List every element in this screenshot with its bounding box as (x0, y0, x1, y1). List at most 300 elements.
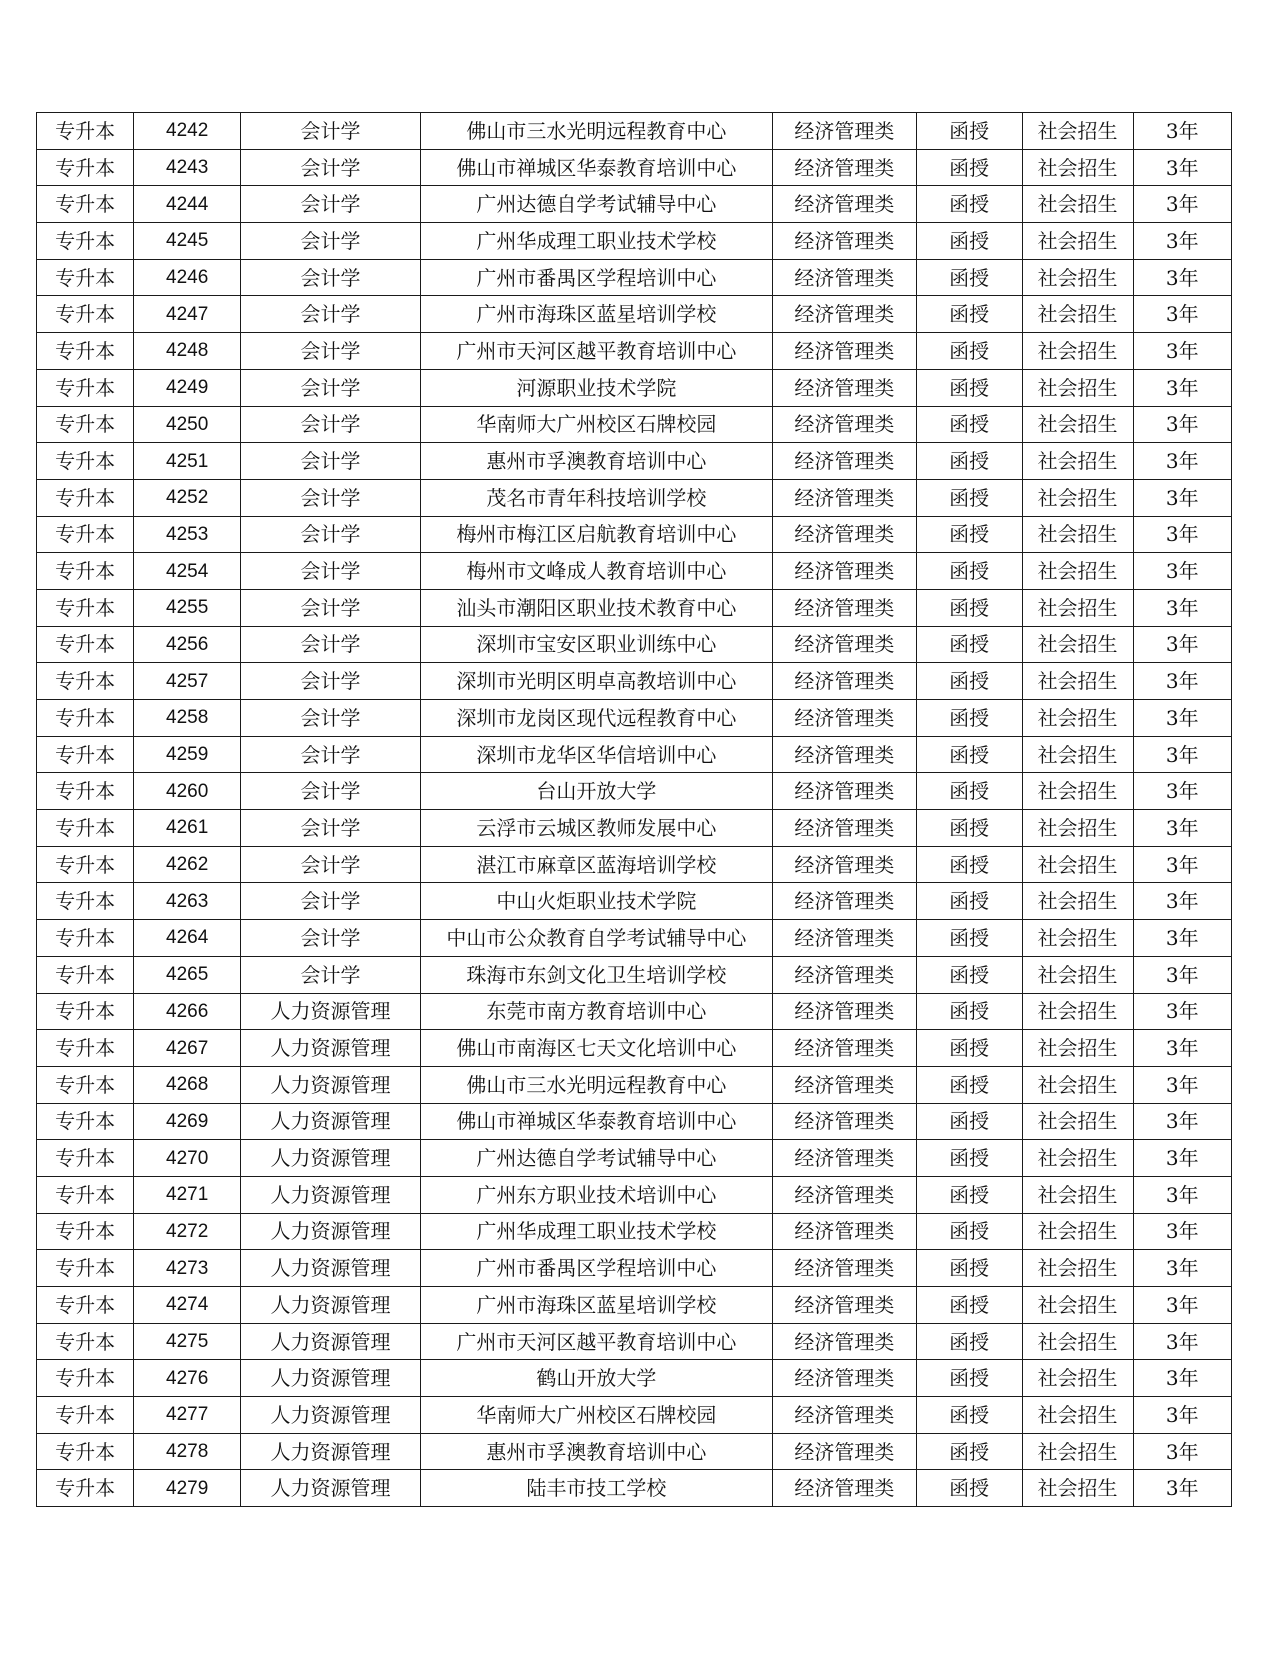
table-row (37, 149, 1232, 186)
table-row (37, 883, 1232, 920)
school-cell: 惠州市孚澳教育培训中心 (420, 443, 772, 480)
major-cell: 会计学 (241, 186, 421, 223)
table-row (37, 773, 1232, 810)
duration-cell: 3年 (1133, 773, 1231, 810)
category-cell: 经济管理类 (772, 369, 916, 406)
duration-cell: 3年 (1133, 1433, 1231, 1470)
table-row (37, 810, 1232, 847)
duration-cell: 3年 (1133, 1470, 1231, 1507)
school-cell: 惠州市孚澳教育培训中心 (420, 1433, 772, 1470)
major-cell: 会计学 (241, 516, 421, 553)
study-mode-cell: 函授 (916, 186, 1022, 223)
study-mode-cell: 函授 (916, 663, 1022, 700)
major-cell: 会计学 (241, 553, 421, 590)
category-cell: 经济管理类 (772, 920, 916, 957)
enrollment-type-cell: 社会招生 (1022, 773, 1133, 810)
code-cell: 4261 (134, 810, 241, 847)
document-page (36, 112, 1232, 1507)
enrollment-type-cell: 社会招生 (1022, 1103, 1133, 1140)
enrollment-type-cell: 社会招生 (1022, 479, 1133, 516)
level-cell: 专升本 (37, 1250, 134, 1287)
table-row (37, 1397, 1232, 1434)
code-cell: 4276 (134, 1360, 241, 1397)
category-cell: 经济管理类 (772, 1066, 916, 1103)
category-cell: 经济管理类 (772, 993, 916, 1030)
table-row (37, 589, 1232, 626)
category-cell: 经济管理类 (772, 1397, 916, 1434)
level-cell: 专升本 (37, 589, 134, 626)
duration-cell: 3年 (1133, 626, 1231, 663)
school-cell: 广州市天河区越平教育培训中心 (420, 1323, 772, 1360)
level-cell: 专升本 (37, 956, 134, 993)
table-row (37, 736, 1232, 773)
enrollment-type-cell: 社会招生 (1022, 700, 1133, 737)
category-cell: 经济管理类 (772, 846, 916, 883)
enrollment-table (36, 112, 1232, 1507)
level-cell: 专升本 (37, 1066, 134, 1103)
duration-cell: 3年 (1133, 1103, 1231, 1140)
code-cell: 4262 (134, 846, 241, 883)
code-cell: 4251 (134, 443, 241, 480)
level-cell: 专升本 (37, 626, 134, 663)
level-cell: 专升本 (37, 1433, 134, 1470)
category-cell: 经济管理类 (772, 1323, 916, 1360)
table-row (37, 1433, 1232, 1470)
category-cell: 经济管理类 (772, 223, 916, 260)
category-cell: 经济管理类 (772, 1030, 916, 1067)
duration-cell: 3年 (1133, 1213, 1231, 1250)
code-cell: 4242 (134, 113, 241, 150)
table-row (37, 516, 1232, 553)
school-cell: 广州市天河区越平教育培训中心 (420, 333, 772, 370)
code-cell: 4266 (134, 993, 241, 1030)
category-cell: 经济管理类 (772, 1176, 916, 1213)
study-mode-cell: 函授 (916, 296, 1022, 333)
school-cell: 华南师大广州校区石牌校园 (420, 406, 772, 443)
school-cell: 梅州市梅江区启航教育培训中心 (420, 516, 772, 553)
table-row (37, 1140, 1232, 1177)
study-mode-cell: 函授 (916, 993, 1022, 1030)
level-cell: 专升本 (37, 479, 134, 516)
school-cell: 云浮市云城区教师发展中心 (420, 810, 772, 847)
level-cell: 专升本 (37, 1287, 134, 1324)
major-cell: 会计学 (241, 956, 421, 993)
study-mode-cell: 函授 (916, 443, 1022, 480)
table-row (37, 1470, 1232, 1507)
level-cell: 专升本 (37, 993, 134, 1030)
major-cell: 会计学 (241, 846, 421, 883)
major-cell: 人力资源管理 (241, 1030, 421, 1067)
school-cell: 珠海市东剑文化卫生培训学校 (420, 956, 772, 993)
enrollment-type-cell: 社会招生 (1022, 1140, 1133, 1177)
school-cell: 深圳市宝安区职业训练中心 (420, 626, 772, 663)
duration-cell: 3年 (1133, 883, 1231, 920)
enrollment-type-cell: 社会招生 (1022, 186, 1133, 223)
level-cell: 专升本 (37, 113, 134, 150)
major-cell: 会计学 (241, 736, 421, 773)
duration-cell: 3年 (1133, 443, 1231, 480)
duration-cell: 3年 (1133, 333, 1231, 370)
category-cell: 经济管理类 (772, 333, 916, 370)
enrollment-type-cell: 社会招生 (1022, 626, 1133, 663)
code-cell: 4243 (134, 149, 241, 186)
duration-cell: 3年 (1133, 553, 1231, 590)
enrollment-type-cell: 社会招生 (1022, 1030, 1133, 1067)
category-cell: 经济管理类 (772, 700, 916, 737)
school-cell: 茂名市青年科技培训学校 (420, 479, 772, 516)
level-cell: 专升本 (37, 406, 134, 443)
duration-cell: 3年 (1133, 1030, 1231, 1067)
table-row (37, 113, 1232, 150)
study-mode-cell: 函授 (916, 1397, 1022, 1434)
code-cell: 4254 (134, 553, 241, 590)
code-cell: 4253 (134, 516, 241, 553)
study-mode-cell: 函授 (916, 883, 1022, 920)
table-row (37, 1066, 1232, 1103)
code-cell: 4263 (134, 883, 241, 920)
table-row (37, 1250, 1232, 1287)
duration-cell: 3年 (1133, 186, 1231, 223)
duration-cell: 3年 (1133, 1066, 1231, 1103)
level-cell: 专升本 (37, 1176, 134, 1213)
level-cell: 专升本 (37, 443, 134, 480)
major-cell: 人力资源管理 (241, 1397, 421, 1434)
school-cell: 佛山市禅城区华泰教育培训中心 (420, 1103, 772, 1140)
duration-cell: 3年 (1133, 663, 1231, 700)
table-row (37, 1360, 1232, 1397)
study-mode-cell: 函授 (916, 113, 1022, 150)
school-cell: 广州市海珠区蓝星培训学校 (420, 296, 772, 333)
category-cell: 经济管理类 (772, 736, 916, 773)
code-cell: 4244 (134, 186, 241, 223)
duration-cell: 3年 (1133, 516, 1231, 553)
major-cell: 会计学 (241, 700, 421, 737)
category-cell: 经济管理类 (772, 186, 916, 223)
study-mode-cell: 函授 (916, 773, 1022, 810)
major-cell: 会计学 (241, 259, 421, 296)
code-cell: 4277 (134, 1397, 241, 1434)
enrollment-type-cell: 社会招生 (1022, 553, 1133, 590)
school-cell: 深圳市光明区明卓高教培训中心 (420, 663, 772, 700)
category-cell: 经济管理类 (772, 810, 916, 847)
enrollment-type-cell: 社会招生 (1022, 113, 1133, 150)
level-cell: 专升本 (37, 516, 134, 553)
school-cell: 广州华成理工职业技术学校 (420, 223, 772, 260)
table-row (37, 920, 1232, 957)
category-cell: 经济管理类 (772, 1360, 916, 1397)
code-cell: 4257 (134, 663, 241, 700)
code-cell: 4255 (134, 589, 241, 626)
level-cell: 专升本 (37, 223, 134, 260)
enrollment-type-cell: 社会招生 (1022, 993, 1133, 1030)
school-cell: 广州达德自学考试辅导中心 (420, 186, 772, 223)
code-cell: 4272 (134, 1213, 241, 1250)
category-cell: 经济管理类 (772, 956, 916, 993)
enrollment-type-cell: 社会招生 (1022, 1360, 1133, 1397)
category-cell: 经济管理类 (772, 259, 916, 296)
level-cell: 专升本 (37, 1397, 134, 1434)
major-cell: 会计学 (241, 333, 421, 370)
duration-cell: 3年 (1133, 1287, 1231, 1324)
enrollment-type-cell: 社会招生 (1022, 589, 1133, 626)
study-mode-cell: 函授 (916, 626, 1022, 663)
duration-cell: 3年 (1133, 113, 1231, 150)
table-row (37, 333, 1232, 370)
study-mode-cell: 函授 (916, 1103, 1022, 1140)
table-row (37, 1103, 1232, 1140)
category-cell: 经济管理类 (772, 883, 916, 920)
category-cell: 经济管理类 (772, 113, 916, 150)
major-cell: 会计学 (241, 626, 421, 663)
study-mode-cell: 函授 (916, 846, 1022, 883)
level-cell: 专升本 (37, 333, 134, 370)
category-cell: 经济管理类 (772, 1213, 916, 1250)
study-mode-cell: 函授 (916, 736, 1022, 773)
study-mode-cell: 函授 (916, 553, 1022, 590)
major-cell: 人力资源管理 (241, 1323, 421, 1360)
study-mode-cell: 函授 (916, 333, 1022, 370)
duration-cell: 3年 (1133, 589, 1231, 626)
code-cell: 4279 (134, 1470, 241, 1507)
study-mode-cell: 函授 (916, 1250, 1022, 1287)
school-cell: 广州达德自学考试辅导中心 (420, 1140, 772, 1177)
level-cell: 专升本 (37, 1213, 134, 1250)
school-cell: 广州市番禺区学程培训中心 (420, 1250, 772, 1287)
code-cell: 4278 (134, 1433, 241, 1470)
enrollment-type-cell: 社会招生 (1022, 1066, 1133, 1103)
major-cell: 会计学 (241, 773, 421, 810)
duration-cell: 3年 (1133, 1250, 1231, 1287)
school-cell: 广州东方职业技术培训中心 (420, 1176, 772, 1213)
table-row (37, 259, 1232, 296)
table-row (37, 626, 1232, 663)
school-cell: 陆丰市技工学校 (420, 1470, 772, 1507)
level-cell: 专升本 (37, 1360, 134, 1397)
table-row (37, 846, 1232, 883)
school-cell: 佛山市三水光明远程教育中心 (420, 1066, 772, 1103)
table-row (37, 1030, 1232, 1067)
level-cell: 专升本 (37, 1103, 134, 1140)
enrollment-type-cell: 社会招生 (1022, 369, 1133, 406)
enrollment-type-cell: 社会招生 (1022, 920, 1133, 957)
enrollment-type-cell: 社会招生 (1022, 259, 1133, 296)
enrollment-type-cell: 社会招生 (1022, 223, 1133, 260)
duration-cell: 3年 (1133, 846, 1231, 883)
study-mode-cell: 函授 (916, 1470, 1022, 1507)
table-row (37, 956, 1232, 993)
major-cell: 人力资源管理 (241, 993, 421, 1030)
study-mode-cell: 函授 (916, 1066, 1022, 1103)
code-cell: 4245 (134, 223, 241, 260)
level-cell: 专升本 (37, 883, 134, 920)
table-row (37, 479, 1232, 516)
code-cell: 4249 (134, 369, 241, 406)
category-cell: 经济管理类 (772, 149, 916, 186)
major-cell: 会计学 (241, 113, 421, 150)
code-cell: 4264 (134, 920, 241, 957)
duration-cell: 3年 (1133, 810, 1231, 847)
code-cell: 4252 (134, 479, 241, 516)
study-mode-cell: 函授 (916, 223, 1022, 260)
category-cell: 经济管理类 (772, 479, 916, 516)
study-mode-cell: 函授 (916, 149, 1022, 186)
duration-cell: 3年 (1133, 369, 1231, 406)
major-cell: 会计学 (241, 443, 421, 480)
enrollment-type-cell: 社会招生 (1022, 333, 1133, 370)
duration-cell: 3年 (1133, 993, 1231, 1030)
level-cell: 专升本 (37, 920, 134, 957)
school-cell: 佛山市禅城区华泰教育培训中心 (420, 149, 772, 186)
study-mode-cell: 函授 (916, 1176, 1022, 1213)
level-cell: 专升本 (37, 663, 134, 700)
enrollment-type-cell: 社会招生 (1022, 1323, 1133, 1360)
level-cell: 专升本 (37, 369, 134, 406)
major-cell: 人力资源管理 (241, 1433, 421, 1470)
school-cell: 梅州市文峰成人教育培训中心 (420, 553, 772, 590)
study-mode-cell: 函授 (916, 1213, 1022, 1250)
enrollment-type-cell: 社会招生 (1022, 149, 1133, 186)
study-mode-cell: 函授 (916, 1030, 1022, 1067)
category-cell: 经济管理类 (772, 1470, 916, 1507)
code-cell: 4269 (134, 1103, 241, 1140)
code-cell: 4273 (134, 1250, 241, 1287)
code-cell: 4271 (134, 1176, 241, 1213)
enrollment-type-cell: 社会招生 (1022, 406, 1133, 443)
study-mode-cell: 函授 (916, 516, 1022, 553)
table-row (37, 1213, 1232, 1250)
major-cell: 人力资源管理 (241, 1470, 421, 1507)
school-cell: 深圳市龙华区华信培训中心 (420, 736, 772, 773)
duration-cell: 3年 (1133, 406, 1231, 443)
duration-cell: 3年 (1133, 1323, 1231, 1360)
study-mode-cell: 函授 (916, 810, 1022, 847)
school-cell: 广州市番禺区学程培训中心 (420, 259, 772, 296)
table-row (37, 186, 1232, 223)
major-cell: 人力资源管理 (241, 1213, 421, 1250)
level-cell: 专升本 (37, 1030, 134, 1067)
duration-cell: 3年 (1133, 223, 1231, 260)
enrollment-type-cell: 社会招生 (1022, 1470, 1133, 1507)
school-cell: 东莞市南方教育培训中心 (420, 993, 772, 1030)
code-cell: 4256 (134, 626, 241, 663)
enrollment-type-cell: 社会招生 (1022, 443, 1133, 480)
code-cell: 4259 (134, 736, 241, 773)
study-mode-cell: 函授 (916, 1323, 1022, 1360)
duration-cell: 3年 (1133, 956, 1231, 993)
major-cell: 人力资源管理 (241, 1140, 421, 1177)
category-cell: 经济管理类 (772, 1433, 916, 1470)
enrollment-type-cell: 社会招生 (1022, 736, 1133, 773)
level-cell: 专升本 (37, 1323, 134, 1360)
major-cell: 会计学 (241, 296, 421, 333)
duration-cell: 3年 (1133, 1360, 1231, 1397)
code-cell: 4275 (134, 1323, 241, 1360)
code-cell: 4246 (134, 259, 241, 296)
code-cell: 4270 (134, 1140, 241, 1177)
enrollment-type-cell: 社会招生 (1022, 883, 1133, 920)
category-cell: 经济管理类 (772, 1287, 916, 1324)
school-cell: 佛山市南海区七天文化培训中心 (420, 1030, 772, 1067)
school-cell: 深圳市龙岗区现代远程教育中心 (420, 700, 772, 737)
code-cell: 4250 (134, 406, 241, 443)
study-mode-cell: 函授 (916, 369, 1022, 406)
table-row (37, 993, 1232, 1030)
table-row (37, 1323, 1232, 1360)
code-cell: 4274 (134, 1287, 241, 1324)
major-cell: 人力资源管理 (241, 1066, 421, 1103)
category-cell: 经济管理类 (772, 406, 916, 443)
table-row (37, 406, 1232, 443)
school-cell: 广州市海珠区蓝星培训学校 (420, 1287, 772, 1324)
school-cell: 中山市公众教育自学考试辅导中心 (420, 920, 772, 957)
level-cell: 专升本 (37, 259, 134, 296)
duration-cell: 3年 (1133, 920, 1231, 957)
enrollment-type-cell: 社会招生 (1022, 1433, 1133, 1470)
level-cell: 专升本 (37, 553, 134, 590)
code-cell: 4268 (134, 1066, 241, 1103)
code-cell: 4265 (134, 956, 241, 993)
study-mode-cell: 函授 (916, 589, 1022, 626)
table-row (37, 223, 1232, 260)
major-cell: 人力资源管理 (241, 1176, 421, 1213)
school-cell: 台山开放大学 (420, 773, 772, 810)
duration-cell: 3年 (1133, 1140, 1231, 1177)
duration-cell: 3年 (1133, 149, 1231, 186)
duration-cell: 3年 (1133, 1397, 1231, 1434)
study-mode-cell: 函授 (916, 956, 1022, 993)
study-mode-cell: 函授 (916, 920, 1022, 957)
major-cell: 会计学 (241, 920, 421, 957)
category-cell: 经济管理类 (772, 516, 916, 553)
enrollment-type-cell: 社会招生 (1022, 1397, 1133, 1434)
study-mode-cell: 函授 (916, 1140, 1022, 1177)
major-cell: 会计学 (241, 663, 421, 700)
major-cell: 会计学 (241, 589, 421, 626)
code-cell: 4260 (134, 773, 241, 810)
category-cell: 经济管理类 (772, 1140, 916, 1177)
study-mode-cell: 函授 (916, 259, 1022, 296)
duration-cell: 3年 (1133, 1176, 1231, 1213)
category-cell: 经济管理类 (772, 589, 916, 626)
study-mode-cell: 函授 (916, 406, 1022, 443)
table-row (37, 1176, 1232, 1213)
table-row (37, 700, 1232, 737)
study-mode-cell: 函授 (916, 1433, 1022, 1470)
school-cell: 湛江市麻章区蓝海培训学校 (420, 846, 772, 883)
table-row (37, 663, 1232, 700)
major-cell: 人力资源管理 (241, 1250, 421, 1287)
category-cell: 经济管理类 (772, 1250, 916, 1287)
category-cell: 经济管理类 (772, 296, 916, 333)
major-cell: 会计学 (241, 223, 421, 260)
level-cell: 专升本 (37, 1470, 134, 1507)
table-row (37, 369, 1232, 406)
major-cell: 会计学 (241, 149, 421, 186)
category-cell: 经济管理类 (772, 1103, 916, 1140)
major-cell: 会计学 (241, 406, 421, 443)
enrollment-type-cell: 社会招生 (1022, 956, 1133, 993)
major-cell: 人力资源管理 (241, 1360, 421, 1397)
category-cell: 经济管理类 (772, 626, 916, 663)
school-cell: 广州华成理工职业技术学校 (420, 1213, 772, 1250)
table-row (37, 553, 1232, 590)
enrollment-type-cell: 社会招生 (1022, 296, 1133, 333)
school-cell: 中山火炬职业技术学院 (420, 883, 772, 920)
study-mode-cell: 函授 (916, 479, 1022, 516)
study-mode-cell: 函授 (916, 1287, 1022, 1324)
level-cell: 专升本 (37, 296, 134, 333)
duration-cell: 3年 (1133, 479, 1231, 516)
